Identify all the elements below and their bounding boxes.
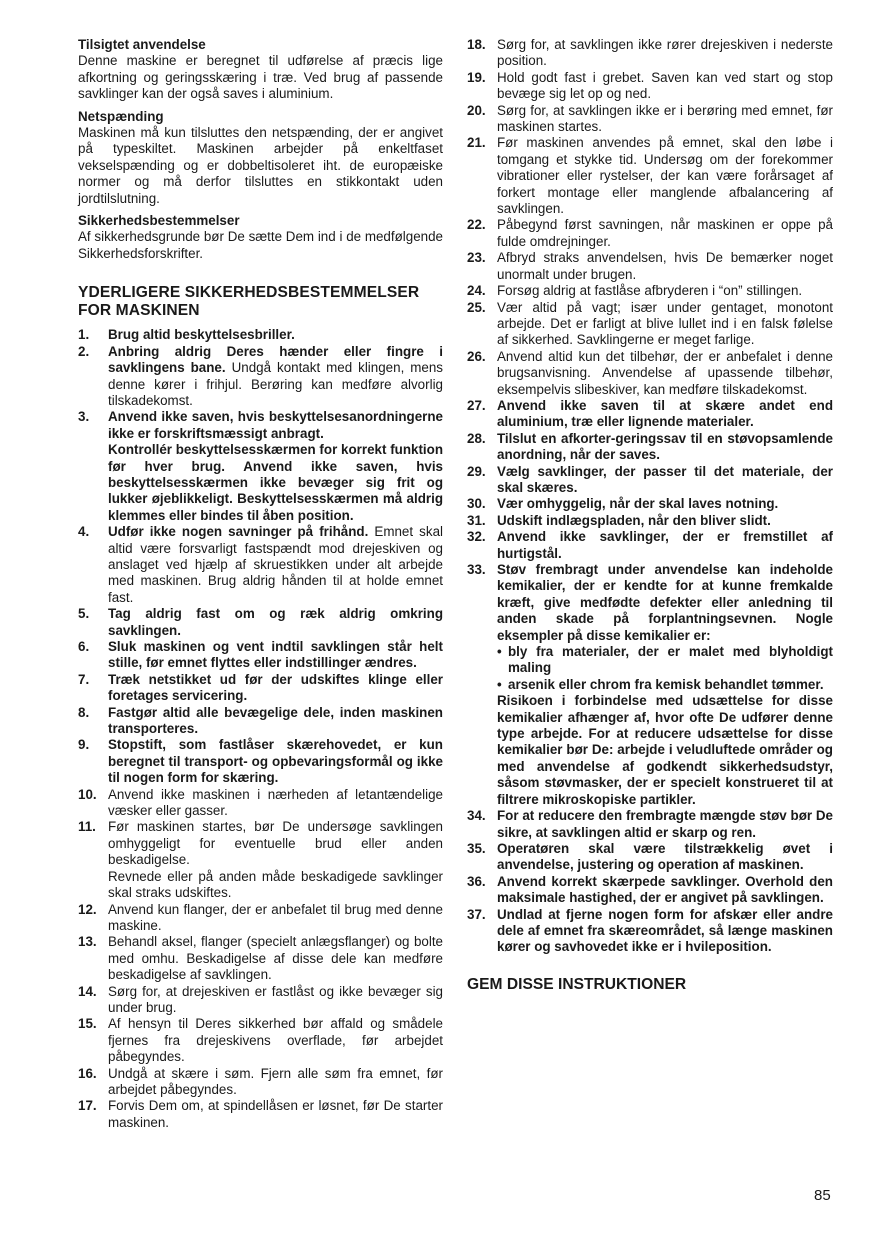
list-item xyxy=(78,524,443,606)
item-number: 1. xyxy=(78,327,90,343)
item-number: 15. xyxy=(78,1016,97,1032)
item-bold-text: For at reducere den frembragte mængde støv bør De sikre, at savklingen altid er skarp og ren. xyxy=(497,808,833,840)
safety-list-left xyxy=(78,327,443,1131)
item-text xyxy=(497,907,833,956)
intro-sections xyxy=(78,37,443,262)
list-item xyxy=(78,984,443,1017)
item-plain-text: Undgå kontakt med klingen, mens denne kører i frihjul. Berøring kan medføre alvorlig tilskadekomst. xyxy=(108,360,444,408)
item-body xyxy=(108,409,443,524)
item-body xyxy=(108,672,443,705)
list-item xyxy=(78,1066,443,1099)
item-body xyxy=(108,1066,443,1099)
section-text: Denne maskine er beregnet til udførelse af præcis lige afkortning og geringsskæring i træ. Ved brug af passende savklinger kan der også saves i aluminium. xyxy=(78,53,443,102)
item-text xyxy=(108,344,443,410)
item-bold-text: Anvend korrekt skærpede savklinger. Overhold den maksimale hastighed, der er angivet på savklingen. xyxy=(497,873,833,906)
item-body xyxy=(497,217,833,250)
item-text xyxy=(108,934,443,983)
bullet-icon: • xyxy=(497,644,502,660)
item-number: 31. xyxy=(467,512,486,528)
item-plain-text: Før maskinen anvendes på emnet, skal den løbe i tomgang et stykke tid. Undersøg om der forekommer vibrationer eller rystelser, der kan være forårsaget af forkert montage eller manglende afbalancering af savklingen. xyxy=(497,135,833,217)
item-text xyxy=(497,529,833,562)
item-text xyxy=(108,606,443,639)
item-text xyxy=(497,562,833,644)
item-body xyxy=(497,70,833,103)
item-text xyxy=(108,705,443,738)
item-body xyxy=(497,103,833,136)
list-item xyxy=(78,705,443,738)
item-plain-text: Før maskinen startes, bør De undersøge savklingen omhyggeligt for eventuelle brud eller anden beskadigelse. xyxy=(108,819,443,868)
list-item xyxy=(467,349,833,398)
bullet-text: bly fra materialer, der er malet med blyholdigt maling xyxy=(508,644,833,676)
item-bold-text: Vælg savklinger, der passer til det materiale, der skal skæres. xyxy=(497,463,833,495)
item-text xyxy=(497,808,833,841)
item-text xyxy=(497,37,833,70)
item-number: 6. xyxy=(78,639,90,654)
list-item xyxy=(78,1016,443,1065)
item-number: 2. xyxy=(78,343,90,359)
item-text xyxy=(497,300,833,349)
list-item xyxy=(467,103,833,136)
list-item xyxy=(78,344,443,410)
item-text xyxy=(108,1066,443,1099)
list-item xyxy=(467,217,833,250)
bullet-icon: • xyxy=(497,676,502,692)
list-item xyxy=(78,902,443,935)
item-bold-text: Sluk maskinen og vent indtil savklingen står helt stille, før emnet flyttes eller indstillinger ændres. xyxy=(108,639,443,671)
bullet-item xyxy=(497,677,833,693)
page-number: 85 xyxy=(814,1187,831,1204)
section-text: Maskinen må kun tilsluttes den netspænding, der er angivet på typeskiltet. Maskinen arbejder på enkeltfaset vekselspænding og er dobbeltisoleret iht. de europæiske normer og må derfor tilsluttes en stikkontakt uden jordtilslutning. xyxy=(78,125,443,206)
item-text xyxy=(497,841,833,874)
intro-section xyxy=(78,37,443,103)
item-text xyxy=(108,787,443,820)
item-number: 29. xyxy=(467,463,486,479)
closing-title: GEM DISSE INSTRUKTIONER xyxy=(467,975,687,993)
item-body xyxy=(108,819,443,901)
item-number: 12. xyxy=(78,901,97,917)
item-extra-bold: Kontrollér beskyttelsesskærmen for korrekt funktion før hver brug. Anvend ikke saven, hvis beskyttelsesskærmen ikke bevæger sig frit og lukker øjeblikkeligt. Beskyttelsesskærmen må aldrig klemmes eller bindes til åben position. xyxy=(108,442,443,523)
item-body xyxy=(497,874,833,907)
item-number: 17. xyxy=(78,1098,97,1114)
item-bold-text: Vær omhyggelig, når der skal laves notning. xyxy=(497,496,779,512)
left-column xyxy=(78,37,443,1131)
list-item xyxy=(467,283,833,299)
item-bold-text: Stopstift, som fastlåser skærehovedet, er kun beregnet til transport- og opbevaringsformål og ikke til nogen form for skæring. xyxy=(108,737,443,786)
list-item xyxy=(467,464,833,497)
list-item xyxy=(467,907,833,956)
item-number: 13. xyxy=(78,934,97,950)
item-body xyxy=(108,639,443,672)
list-item xyxy=(467,496,833,512)
item-body xyxy=(497,349,833,398)
list-item xyxy=(467,135,833,217)
list-item xyxy=(467,300,833,349)
item-bold-text: Træk netstikket ud før der udskiftes klinge eller foretages servicering. xyxy=(108,671,443,704)
item-number: 25. xyxy=(467,299,486,315)
item-bold-text: Anvend ikke saven, hvis beskyttelsesanordningerne ikke er forskriftsmæssigt anbragt. xyxy=(108,409,443,441)
item-number: 32. xyxy=(467,529,486,545)
item-text xyxy=(497,103,833,136)
list-item xyxy=(78,606,443,639)
item-number: 36. xyxy=(467,873,486,889)
item-body xyxy=(108,787,443,820)
item-text xyxy=(108,672,443,705)
item-text xyxy=(497,874,833,907)
item-body xyxy=(497,496,833,512)
item-bold-text: Anvend ikke savklinger, der er fremstillet af hurtigstål. xyxy=(497,529,833,561)
item-text xyxy=(497,513,833,529)
list-item xyxy=(78,1098,443,1131)
item-text xyxy=(108,902,443,935)
item-number: 26. xyxy=(467,348,486,364)
item-extra: Revnede eller på anden måde beskadigede savklinger skal straks udskiftes. xyxy=(108,868,443,901)
item-number: 11. xyxy=(78,819,96,835)
item-bold-text: Brug altid beskyttelsesbriller. xyxy=(108,327,295,343)
list-item xyxy=(467,70,833,103)
item-body xyxy=(497,464,833,497)
list-item xyxy=(78,787,443,820)
item-plain-text: Behandl aksel, flanger (specielt anlægsflanger) og bolte med omhu. Beskadigelse af disse dele kan medføre beskadigelse af savklingen. xyxy=(108,934,443,983)
item-body xyxy=(497,250,833,283)
list-item xyxy=(78,327,443,343)
item-plain-text: Påbegynd først savningen, når maskinen er oppe på fulde omdrejninger. xyxy=(497,217,833,249)
item-text xyxy=(108,1098,443,1131)
item-plain-text: Afbryd straks anvendelsen, hvis De bemærker noget unormalt under brugen. xyxy=(497,250,833,282)
item-text xyxy=(497,349,833,398)
item-body xyxy=(108,524,443,606)
item-plain-text: Undgå at skære i søm. Fjern alle søm fra emnet, før arbejdet påbegyndes. xyxy=(108,1065,443,1097)
item-body xyxy=(108,984,443,1017)
item-plain-text: Sørg for, at savklingen ikke er i berøring med emnet, før maskinen startes. xyxy=(497,102,833,135)
item-text xyxy=(497,464,833,497)
item-number: 34. xyxy=(467,808,486,824)
item-number: 23. xyxy=(467,250,486,266)
item-body xyxy=(497,808,833,841)
item-body xyxy=(497,513,833,529)
safety-list-right xyxy=(467,37,833,956)
item-plain-text: Anvend altid kun det tilbehør, der er anbefalet i denne brugsanvisning. Anvendelse af upassende tilbehør, eksempelvis slibeskiver, kan medføre tilskadekomst. xyxy=(497,348,833,397)
list-item xyxy=(467,431,833,464)
item-number: 16. xyxy=(78,1065,97,1081)
item-body xyxy=(497,398,833,431)
item-text xyxy=(497,70,833,103)
item-number: 18. xyxy=(467,37,486,52)
item-text xyxy=(497,431,833,464)
item-number: 28. xyxy=(467,430,486,446)
item-body xyxy=(108,737,443,786)
list-item xyxy=(78,672,443,705)
item-text xyxy=(497,496,833,512)
item-plain-text: Hold godt fast i grebet. Saven kan ved start og stop bevæge sig let op og ned. xyxy=(497,69,833,102)
item-text xyxy=(108,327,443,343)
item-body xyxy=(108,934,443,983)
intro-section xyxy=(78,213,443,262)
item-body xyxy=(497,529,833,562)
list-item xyxy=(78,639,443,672)
item-body xyxy=(497,283,833,299)
item-number: 24. xyxy=(467,283,486,299)
item-number: 33. xyxy=(467,562,486,577)
list-item xyxy=(467,808,833,841)
item-bold-text: Undlad at fjerne nogen form for afskær eller andre dele af emnet fra skæreområdet, så længe maskinen kører og savhovedet ikke er i hvileposition. xyxy=(497,906,833,955)
item-body xyxy=(108,606,443,639)
item-number: 9. xyxy=(78,737,90,753)
section-text: Af sikkerhedsgrunde bør De sætte Dem ind i de medfølgende Sikkerhedsforskrifter. xyxy=(78,229,443,261)
item-text xyxy=(108,819,443,868)
item-body xyxy=(108,1098,443,1131)
list-item xyxy=(78,737,443,786)
item-body xyxy=(108,902,443,935)
item-number: 37. xyxy=(467,906,486,922)
section-title: Netspænding xyxy=(78,108,164,124)
item-body xyxy=(108,327,443,343)
item-text xyxy=(108,984,443,1017)
item-number: 21. xyxy=(467,135,486,151)
item-number: 27. xyxy=(467,397,486,413)
list-item xyxy=(467,513,833,529)
item-bold-text: Støv frembragt under anvendelse kan indeholde kemikalier, der er kendte for at kunne fremkalde kræft, give medfødte defekter eller anledning til anden skade på forplantningsevnen. Nogle eksempler på disse kemikalier er: xyxy=(497,562,833,643)
item-number: 4. xyxy=(78,524,90,540)
item-number: 22. xyxy=(467,217,486,233)
item-body xyxy=(108,344,443,410)
list-item xyxy=(467,529,833,562)
list-item xyxy=(467,37,833,70)
item-number: 35. xyxy=(467,840,486,856)
item-text xyxy=(497,283,833,299)
list-item xyxy=(467,250,833,283)
item-text xyxy=(108,737,443,786)
item-plain-text: Anvend kun flanger, der er anbefalet til brug med denne maskine. xyxy=(108,901,443,933)
item-text xyxy=(497,398,833,431)
section-title: Tilsigtet anvendelse xyxy=(78,37,206,52)
item-number: 10. xyxy=(78,786,97,802)
item-body xyxy=(497,431,833,464)
item-plain-text: Anvend ikke maskinen i nærheden af letantændelige væsker eller gasser. xyxy=(108,786,443,819)
item-bold-text: Operatøren skal være tilstrækkelig øvet i anvendelse, justering og operation af maskinen. xyxy=(497,840,833,873)
item-number: 14. xyxy=(78,983,97,999)
item-bold-text: Udfør ikke nogen savninger på frihånd. xyxy=(108,524,369,540)
item-bold-text: Fastgør altid alle bevægelige dele, inden maskinen transporteres. xyxy=(108,704,443,737)
item-text xyxy=(108,639,443,672)
item-number: 20. xyxy=(467,102,486,118)
list-item xyxy=(78,409,443,524)
bullet-text: arsenik eller chrom fra kemisk behandlet tømmer. xyxy=(508,676,824,692)
list-item xyxy=(467,874,833,907)
item-number: 7. xyxy=(78,671,90,687)
item-text xyxy=(108,1016,443,1065)
item-body xyxy=(497,135,833,217)
item-text xyxy=(497,217,833,250)
item-text xyxy=(497,250,833,283)
safety-heading: YDERLIGERE SIKKERHEDSBESTEMMELSER FOR MASKINEN xyxy=(78,284,420,320)
intro-section xyxy=(78,109,443,207)
item-plain-text: Forsøg aldrig at fastlåse afbryderen i “on” stillingen. xyxy=(497,283,803,299)
list-item xyxy=(78,934,443,983)
item-plain-text: Sørg for, at drejeskiven er fastlåst og ikke bevæger sig under brug. xyxy=(108,983,443,1015)
item-body xyxy=(497,562,833,808)
section-title: Sikkerhedsbestemmelser xyxy=(78,213,240,229)
right-column xyxy=(467,37,833,993)
list-item xyxy=(467,398,833,431)
item-body xyxy=(108,705,443,738)
item-bold-text: Anbring aldrig Deres hænder eller fingre i savklingens bane. xyxy=(108,343,443,376)
item-body xyxy=(497,907,833,956)
item-body xyxy=(497,37,833,70)
item-text xyxy=(497,135,833,217)
bullet-item xyxy=(497,644,833,677)
item-text xyxy=(108,409,443,442)
list-item xyxy=(467,841,833,874)
item-plain-text: Emnet skal altid være forsvarligt fastspændt mod drejeskiven og anslaget ved hjælp af skruestikken under alt arbejde med maskinen. Brug aldrig hånden til at holde emnet fast. xyxy=(108,524,443,605)
item-number: 8. xyxy=(78,704,90,720)
item-plain-text: Forvis Dem om, at spindellåsen er løsnet, før De starter maskinen. xyxy=(108,1098,443,1130)
item-body xyxy=(497,300,833,349)
item-extra-bold: Risikoen i forbindelse med udsættelse for disse kemikalier afhænger af, hvor ofte De udfører denne type arbejde. For at reducere udsættelse for disse kemikalier bør De: arbejde i veludluftede områder og med anvendelse af godkendt sikkerhedsudstyr, såsom støvmasker, der er specielt konstrueret til at filtrere mikroskopiske partikler. xyxy=(497,693,833,807)
item-number: 30. xyxy=(467,496,486,512)
item-body xyxy=(497,841,833,874)
item-number: 19. xyxy=(467,69,486,85)
item-number: 5. xyxy=(78,606,90,622)
item-bold-text: Anvend ikke saven til at skære andet end aluminium, træ eller lignende materialer. xyxy=(497,397,833,430)
item-bold-text: Tag aldrig fast om og ræk aldrig omkring savklingen. xyxy=(108,606,443,638)
item-body xyxy=(108,1016,443,1065)
item-plain-text: Af hensyn til Deres sikkerhed bør affald og smådele fjernes fra drejeskivens overflade, før arbejdet påbegyndes. xyxy=(108,1016,443,1065)
item-plain-text: Sørg for, at savklingen ikke rører drejeskiven i nederste position. xyxy=(497,37,833,69)
item-bold-text: Tilslut en afkorter-geringssav til en støvopsamlende anordning, når der saves. xyxy=(497,430,833,463)
list-item xyxy=(467,562,833,808)
item-bold-text: Udskift indlægspladen, når den bliver slidt. xyxy=(497,512,771,528)
item-plain-text: Vær altid på vagt; især under gentaget, monotont arbejde. Det er farligt at blive lullet ind i en falsk følelse af sikkerhed. Savklingerne er meget farlige. xyxy=(497,299,833,348)
list-item xyxy=(78,819,443,901)
item-number: 3. xyxy=(78,409,90,425)
item-text xyxy=(108,524,443,606)
